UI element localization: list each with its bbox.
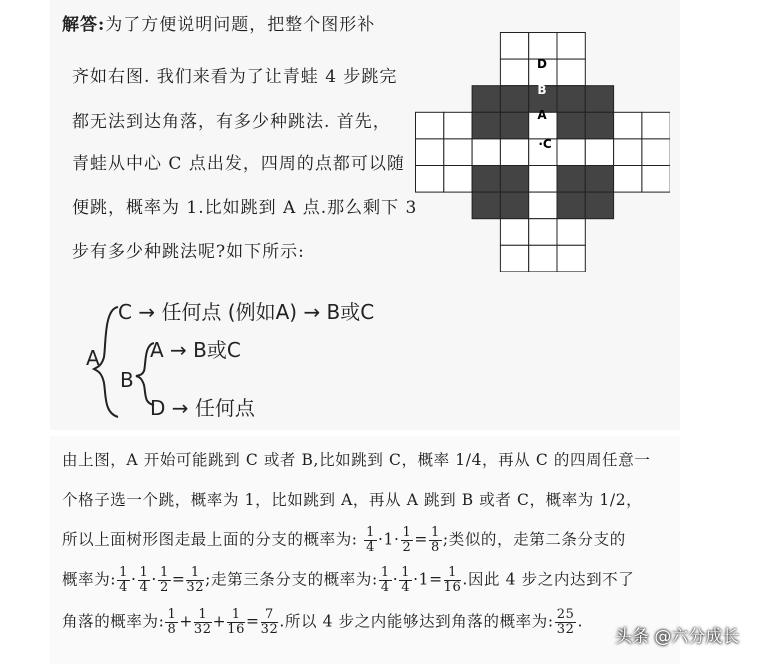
- fraction-den: 2: [159, 580, 169, 595]
- grid-cell: [585, 86, 613, 113]
- explain-line-3: 所以上面树形图走最上面的分支的概率为: $\frac{1}{4}$ ·1· $\frac{1}{2}$ = $\frac{1}{8}$ ;类似的，走第二条分支的: [62, 525, 626, 555]
- grid-cell: [642, 112, 670, 139]
- fraction-num: 1: [139, 565, 149, 580]
- tree-node-b: B: [120, 368, 134, 392]
- fraction: [444, 566, 462, 595]
- grid-cell: [444, 166, 472, 193]
- fraction-num: 1: [227, 608, 245, 623]
- grid-label-a: A: [537, 108, 547, 122]
- grid-cell: [472, 112, 500, 139]
- fraction: [227, 608, 245, 637]
- grid-cell: [557, 59, 585, 86]
- fraction-den: 16: [227, 622, 245, 637]
- fraction-den: 4: [119, 580, 128, 595]
- fraction-num: 1: [167, 607, 177, 622]
- grid-cell: [585, 192, 613, 219]
- fraction-num: 1: [431, 525, 440, 540]
- fraction: [364, 526, 377, 555]
- answer-line-4: 青蛙从中心 C 点出发，四周的点都可以随: [72, 154, 405, 174]
- fraction-den: 32: [556, 622, 575, 637]
- answer-label: 解答:: [62, 15, 106, 35]
- grid-cell: [529, 219, 557, 246]
- fraction-num: 1: [380, 565, 390, 580]
- explain-line-5-a: 角落的概率为:: [62, 612, 165, 631]
- grid-label-c: ·C: [538, 137, 552, 151]
- tree-root-a: A: [86, 346, 100, 370]
- fraction-num: 1: [194, 608, 212, 623]
- fraction-num: 1: [402, 525, 412, 540]
- grid-cell: [529, 245, 557, 272]
- grid-cell: [444, 139, 472, 166]
- fraction: [117, 566, 130, 595]
- grid-label-d: D: [537, 57, 547, 71]
- fraction: [138, 566, 151, 595]
- grid-cell: [444, 112, 472, 139]
- grid-cell: [557, 245, 585, 272]
- explain-line-3-a: 所以上面树形图走最上面的分支的概率为:: [62, 530, 358, 549]
- grid-cell: [500, 33, 528, 60]
- fraction: [165, 608, 178, 637]
- grid-cell: [416, 139, 444, 166]
- fraction-den: 32: [186, 580, 205, 595]
- fraction: [399, 566, 412, 595]
- grid-cell: [642, 139, 670, 166]
- fraction: [158, 566, 171, 595]
- fraction-num: 1: [186, 566, 204, 581]
- fraction-den: 32: [260, 622, 279, 637]
- fraction-num: 1: [401, 565, 411, 580]
- fraction-num: 7: [261, 608, 279, 623]
- fraction: [429, 526, 442, 555]
- fraction-den: 4: [366, 540, 376, 555]
- tree-branch-c: C → 任何点 (例如A) → B或C: [118, 300, 375, 324]
- grid-cell: [472, 86, 500, 113]
- grid-cell: [500, 192, 528, 219]
- fraction-den: 4: [401, 580, 411, 595]
- grid-cell: [416, 112, 444, 139]
- grid-cell: [557, 139, 585, 166]
- fraction-den: 8: [167, 622, 177, 637]
- fraction-den: 16: [443, 580, 462, 595]
- grid-cell: [529, 166, 557, 193]
- grid-cell: [500, 166, 528, 193]
- grid-cell: [529, 192, 557, 219]
- explain-line-4-b: ;走第三条分支的概率为:: [205, 570, 378, 589]
- frog-grid-figure: [415, 32, 670, 272]
- grid-cell: [500, 245, 528, 272]
- explain-line-1: 由上图，A 开始可能跳到 C 或者 B,比如跳到 C，概率 1/4，再从 C 的四周任意一: [62, 451, 651, 469]
- fraction-num: 1: [159, 565, 169, 580]
- explain-line-4-c: .因此 4 步之内达到不了: [462, 570, 635, 589]
- tree-branch-a: A → B或C: [150, 338, 241, 362]
- fraction: [186, 566, 204, 595]
- grid-cell: [472, 166, 500, 193]
- fraction-num: 25: [556, 607, 575, 622]
- fraction-num: 1: [444, 566, 462, 581]
- fraction-num: 1: [366, 525, 376, 540]
- fraction: [401, 526, 414, 555]
- fraction: [555, 608, 577, 637]
- grid-cell: [557, 33, 585, 60]
- explain-line-3-b: ;类似的，走第二条分支的: [442, 530, 626, 549]
- grid-cell: [585, 112, 613, 139]
- grid-cell: [500, 219, 528, 246]
- grid-cell: [500, 86, 528, 113]
- fraction-num: 1: [119, 565, 128, 580]
- explain-line-2: 个格子选一个跳，概率为 1，比如跳到 A，再从 A 跳到 B 或者 C，概率为 1/2，: [62, 491, 643, 509]
- fraction-den: 2: [402, 540, 412, 555]
- fraction: [379, 566, 392, 595]
- fraction-den: 4: [380, 580, 390, 595]
- fraction: [261, 608, 279, 637]
- grid-cell: [557, 166, 585, 193]
- grid-cell: [500, 59, 528, 86]
- grid-cell: [500, 112, 528, 139]
- grid-cell: [614, 166, 642, 193]
- fraction-den: 8: [431, 540, 440, 555]
- grid-cell: [614, 112, 642, 139]
- grid-cell: [557, 86, 585, 113]
- grid-cell: [416, 166, 444, 193]
- grid-cell: [557, 192, 585, 219]
- explain-line-4-a: 概率为:: [62, 570, 117, 589]
- grid-cell: [585, 166, 613, 193]
- grid-cell: [642, 166, 670, 193]
- tree-branch-d: D → 任何点: [150, 396, 255, 420]
- watermark: 头条 @六分成长: [615, 627, 740, 647]
- grid-cell: [557, 219, 585, 246]
- explain-line-5: 角落的概率为: $\frac{1}{8}$ + $\frac{1}{32}$ + $\frac{1}{16}$ = $\frac{7}{32}$ .所以 4 步之内能够达到角落的概率为: $\frac{25}{32}$ .: [62, 607, 583, 637]
- grid-cell: [472, 192, 500, 219]
- fraction-den: 4: [139, 580, 149, 595]
- answer-line-1: [62, 10, 375, 35]
- grid-cell: [529, 33, 557, 60]
- grid-cell: [472, 139, 500, 166]
- fraction: [194, 608, 212, 637]
- grid-cell: [585, 139, 613, 166]
- answer-line-3: 都无法到达角落，有多少种跳法. 首先，: [72, 112, 391, 132]
- grid-cell: [614, 139, 642, 166]
- explain-line-4: 概率为: $\frac{1}{4}$ · $\frac{1}{4}$ · $\frac{1}{2}$ = $\frac{1}{32}$ ;走第三条分支的概率为: $\frac{1}{4}$ · $\frac{1}{4}$ ·1= $\frac{1}{16}$ .因此 4 步之内达到不了: [62, 565, 635, 595]
- answer-line-6: 步有多少种跳法呢?如下所示:: [72, 242, 305, 262]
- grid-cell: [500, 139, 528, 166]
- fraction-den: 32: [193, 622, 212, 637]
- grid-cell: [557, 112, 585, 139]
- answer-text-1: 为了方便说明问题，把整个图形补: [105, 15, 376, 35]
- explain-line-5-b: .所以 4 步之内能够达到角落的概率为:: [279, 612, 554, 631]
- grid-label-b: B: [537, 83, 547, 97]
- answer-line-5: 便跳，概率为 1.比如跳到 A 点.那么剩下 3: [72, 198, 418, 218]
- answer-line-2: 齐如右图. 我们来看为了让青蛙 4 步跳完: [72, 67, 398, 87]
